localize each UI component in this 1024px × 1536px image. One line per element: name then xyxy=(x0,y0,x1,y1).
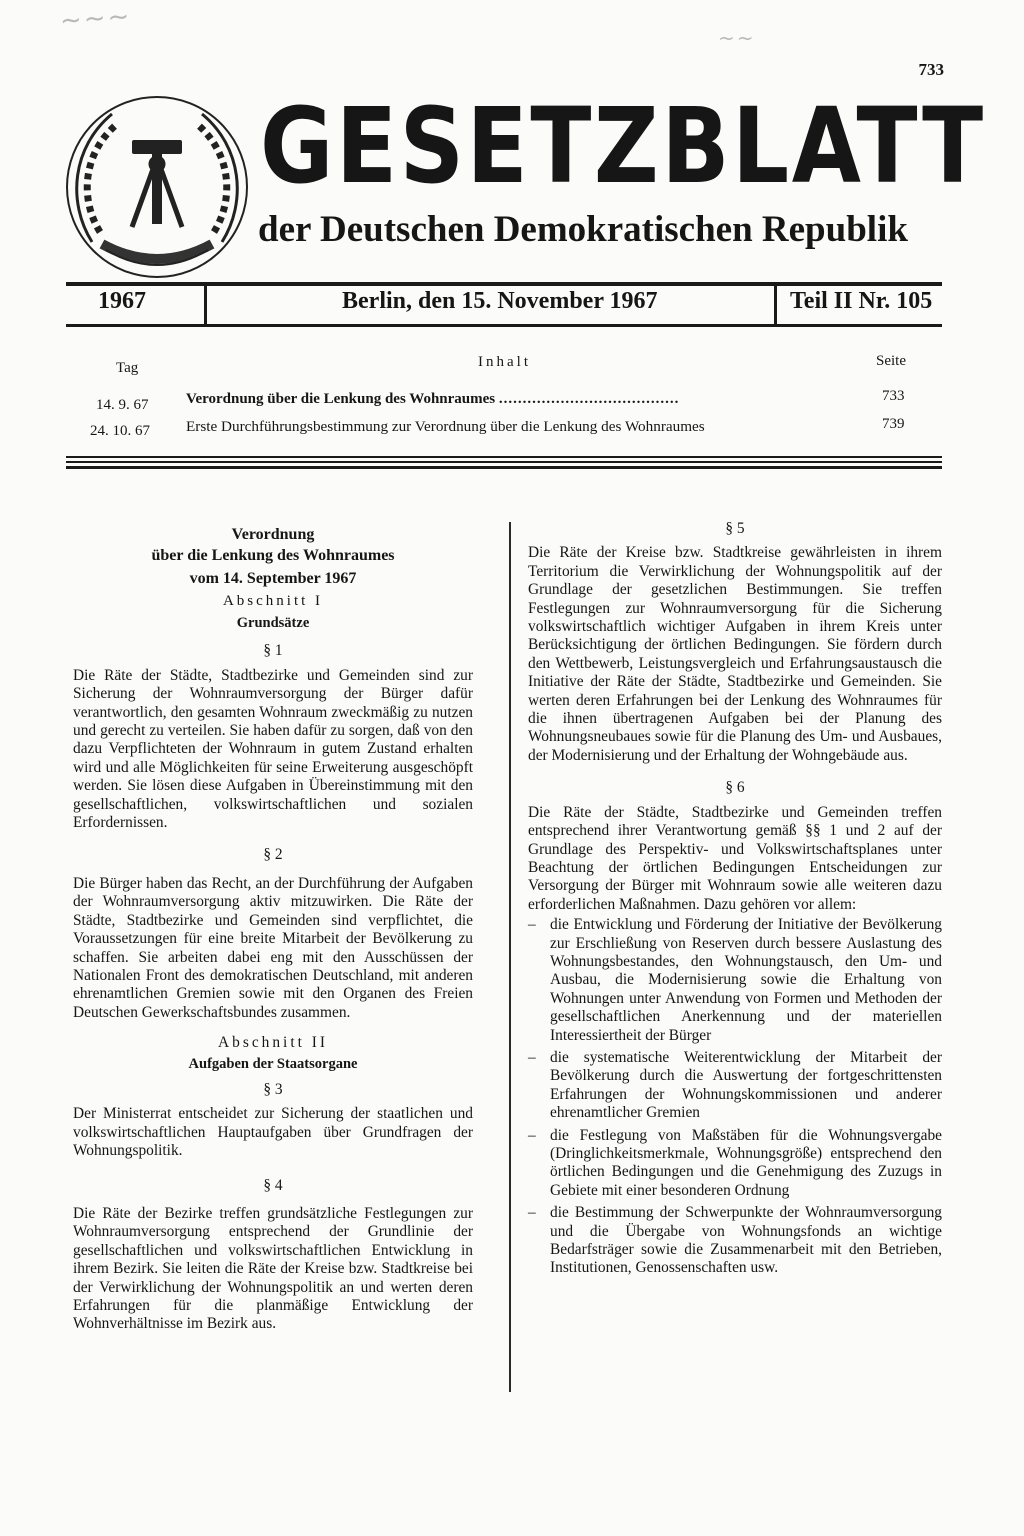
list-dash: – xyxy=(528,1126,536,1144)
left-column xyxy=(73,524,473,1334)
section-heading: Abschnitt II xyxy=(218,1034,328,1052)
issue-part-number: Teil II Nr. 105 xyxy=(790,288,933,314)
paragraph-sign: § 5 xyxy=(725,520,745,537)
toc-entry-page: 733 xyxy=(882,388,905,404)
list-item-text: die Festlegung von Maßstäben für die Wohnungsvergabe (Dringlichkeitsmerkmale, Wohnungsgröße) entsprechend den örtlichen Bedingungen und die Genehmigung des Zuzugs in Gebiete mit einer besonderen Ordnung xyxy=(550,1126,942,1199)
paragraph-text: Die Räte der Städte, Stadtbezirke und Gemeinden sind zur Sicherung der Wohnraumversorgung der Bürger dafür verantwortlich, den gesamten Wohnraum zweckmäßig zu nutzen und gerecht zu verteilen. Sie haben dafür zu sorgen, daß von den dazu Verpflichteten der Wohnraum in gutem Zustand erhalten wird und alle Möglichkeiten für seine Erweiterung ausgeschöpft werden. Sie lösen diese Aufgaben in Übereinstimmung mit den gesellschaftlichen, volkswirtschaftlichen und sozialen Erfordernissen. xyxy=(73,666,473,832)
column-divider xyxy=(509,522,511,1392)
section-heading: Abschnitt I xyxy=(222,593,324,609)
toc-header-inhalt: Inhalt xyxy=(478,354,531,370)
toc-header-tag: Tag xyxy=(116,360,139,376)
ordinance-title-line-2: über die Lenkung des Wohnraumes xyxy=(151,547,395,564)
list-dash: – xyxy=(528,916,536,934)
band-divider xyxy=(204,286,207,324)
toc-entry-date: 24. 10. 67 xyxy=(90,423,150,439)
handwritten-mark-left: ~~~ xyxy=(59,1,133,37)
list-item-text: die Entwicklung und Förderung der Initiative der Bevölkerung zur Erschließung von Reserven durch bessere Auslastung des Wohnungsbestandes, den Wohnungstausch, den Um- und Ausbau, die Modernisierung sowie die Erhaltung von Wohnungen unter Anwendung von Formen und Methoden der gesellschaftlichen Anerkennung und der materiellen Interessiertheit der Bürger xyxy=(550,916,942,1044)
paragraph-sign: § 6 xyxy=(725,779,745,797)
paragraph-text: Der Ministerrat entscheidet zur Sicherung der staatlichen und volkswirtschaftlichen Hauptaufgaben über Grundfragen der Wohnungspolitik. xyxy=(73,1105,473,1160)
toc-entry-title[interactable] xyxy=(186,391,679,408)
bottom-rule xyxy=(66,324,942,327)
paragraph-text: Die Räte der Bezirke treffen grundsätzliche Festlegungen zur Wohnraumversorgung entsprechend der Grundlinie der gesellschaftlichen und volkswirtschaftlichen Entwicklung in ihrem Bezirk. Sie leiten die Räte der Kreise bzw. Stadtkreise bei der Verwirklichung der Wohnungspolitik an und werten deren Erfahrungen für die planmäßige Entwicklung der Wohnverhältnisse im Bezirk aus. xyxy=(73,1204,473,1333)
toc-leader-dots: ...................................... xyxy=(498,391,680,407)
list-dash: – xyxy=(528,1204,536,1222)
contents-double-rule xyxy=(66,456,942,469)
paragraph-text: Die Räte der Kreise bzw. Stadtkreise gewährleisten in ihrem Territorium die Verwirklichung der Wohnungspolitik auf der Grundlage der gesetzlichen Bestimmungen. Sie treffen Festlegungen zur Wohnraumversorgung für die Sicherung volkswirtschaftlich wichtiger Aufgaben in ihrem Kreis unter Berücksichtigung der örtlichen Bedingungen. Sie fördern durch den Wettbewerb, Leistungsvergleich und Erfahrungsaustausch die Initiative der Räte der Städte, Stadtbezirke und Gemeinden. Sie werten deren Erfahrungen bei der Lenkung des Wohnraumes für die ihnen übertragenen Aufgaben bei der Planung des Wohnungsneubaues sowie für die Planung des Um- und Ausbaues, der Modernisierung und der Erhaltung der Wohngebäude aus. xyxy=(528,544,942,764)
issue-place-date: Berlin, den 15. November 1967 xyxy=(342,288,658,314)
toc-entry-page: 739 xyxy=(882,416,905,432)
list-item xyxy=(528,1127,942,1201)
toc-entry-title-text: Verordnung über die Lenkung des Wohnraumes xyxy=(186,391,496,407)
masthead-title: GESETZBLATT xyxy=(260,85,986,207)
paragraph-sign: § 3 xyxy=(263,1080,283,1098)
section-title: Aufgaben der Staatsorgane xyxy=(188,1055,358,1072)
band-divider xyxy=(774,286,777,324)
ordinance-title-line-1: Verordnung xyxy=(231,526,315,543)
ordinance-date: vom 14. September 1967 xyxy=(189,570,357,587)
masthead-subtitle: der Deutschen Demokratischen Republik xyxy=(258,209,908,250)
paragraph-sign: § 4 xyxy=(263,1176,283,1194)
paragraph-text: Die Räte der Städte, Stadtbezirke und Gemeinden treffen entsprechend ihrer Verantwortung gemäß §§ 1 und 2 auf der Grundlage des Perspektiv- und Volkswirtschaftsplanes unter Beachtung der örtlichen Bedingungen Entscheidungen zur Versorgung der Bürger mit Wohnraum sowie alle weiteren dazu erforderlichen Maßnahmen. Dazu gehören vor allem: xyxy=(528,803,942,913)
section-title: Grundsätze xyxy=(236,615,310,631)
top-rule xyxy=(66,282,942,286)
toc-header-seite: Seite xyxy=(876,353,906,369)
list-item xyxy=(528,1204,942,1278)
list-item-text: die systematische Weiterentwicklung der Mitarbeit der Bevölkerung durch die Auswertung der fortgeschrittensten Erfahrungen der Wohnungskommissionen und anderer ehrenamtlicher Gremien xyxy=(550,1048,942,1122)
issue-year: 1967 xyxy=(98,288,146,314)
list-item xyxy=(528,1049,942,1123)
page-number: 733 xyxy=(918,60,944,79)
list-item-text: die Bestimmung der Schwerpunkte der Wohnraumversorgung und die Übergabe von Wohnungsfonds an wichtige Bedarfsträger sowie die Zusammenarbeit mit den Betrieben, Institutionen, Genossenschaften usw. xyxy=(550,1204,942,1277)
paragraph-text: Die Bürger haben das Recht, an der Durchführung der Aufgaben der Wohnraumversorgung aktiv mitzuwirken. Die Räte der Städte, Stadtbezirke und Gemeinden sind verpflichtet, die Voraussetzungen für eine breite Mitarbeit der Bevölkerung zu schaffen. Sie arbeiten dabei eng mit den Ausschüssen der Nationalen Front des demokratischen Deutschland, mit anderen ehrenamtlichen Gremien sowie mit den Organen des Freien Deutschen Gewerkschaftsbundes zusammen. xyxy=(73,874,473,1021)
paragraph-sign: § 2 xyxy=(263,846,283,864)
state-emblem-icon xyxy=(62,92,252,282)
list-item xyxy=(528,916,942,1045)
handwritten-mark-right: ~~ xyxy=(718,26,756,50)
right-column xyxy=(528,520,942,1278)
toc-entry-title[interactable]: Erste Durchführungsbestimmung zur Verordnung über die Lenkung des Wohnraumes xyxy=(186,418,705,435)
list-dash: – xyxy=(528,1048,536,1066)
toc-entry-date: 14. 9. 67 xyxy=(96,397,149,413)
paragraph-sign: § 1 xyxy=(263,642,283,660)
issue-band xyxy=(66,270,942,330)
